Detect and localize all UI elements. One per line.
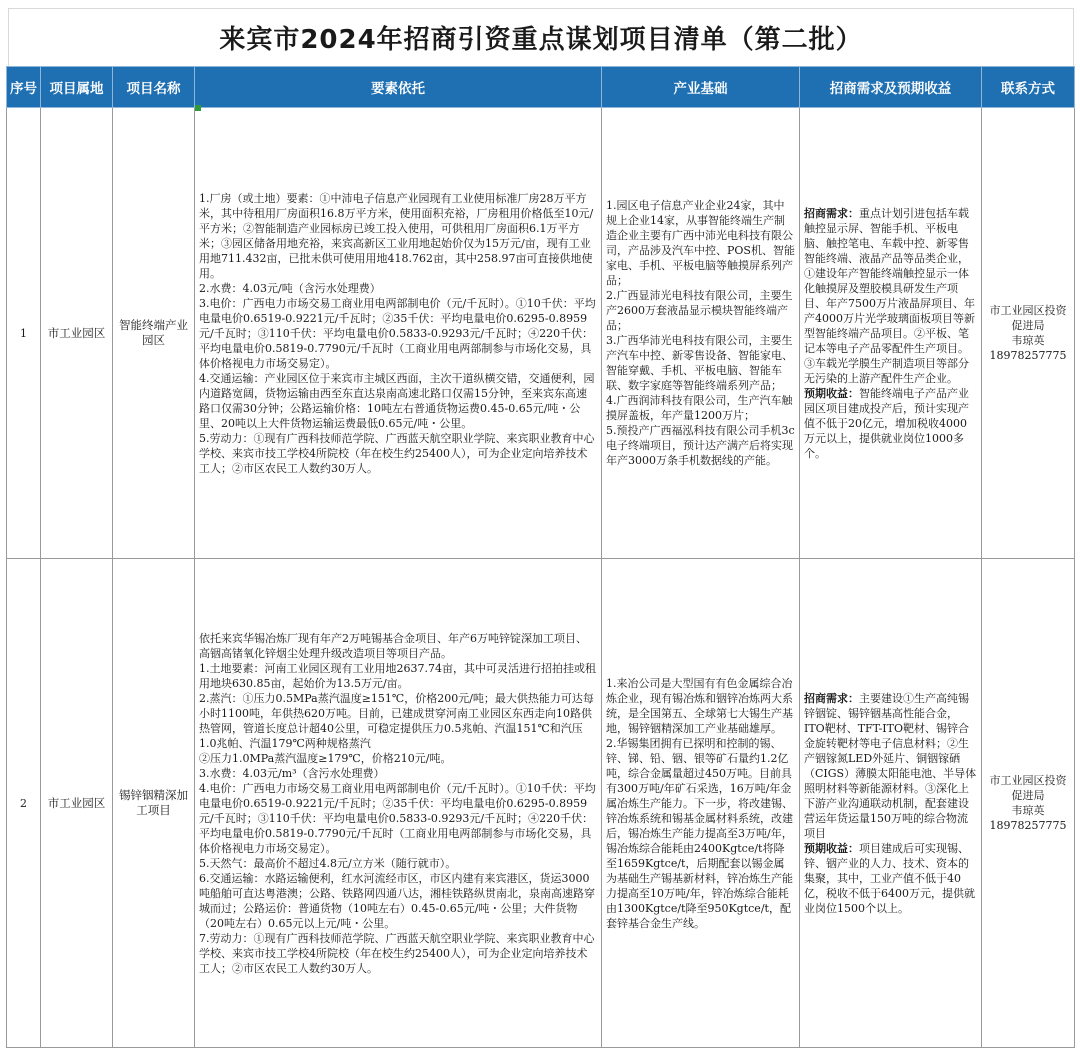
contact-phone: 18978257775 <box>989 819 1067 832</box>
demand-label: 招商需求： <box>804 206 859 220</box>
row-factors: 依托来宾华锡冶炼厂现有年产2万吨锡基合金项目、年产6万吨锌锭深加工项目、高铟高锗氧化锌烟尘处理升级改造项目等项目产品。 1.土地要素：河南工业园区现有工业用地2637.74亩，其中可灵活进行招拍挂或租用地块630.85亩，起始价为13.5万元/亩。 2.蒸汽：①压力0.5MPa蒸汽温度≥151℃，价格200元/吨；最大供热能力可达每小时1100吨，年供热620万吨。目前，已建成贯穿河南工业园区东西走向10路供热管网，管道长度总计超40公里，可稳定提供压力0.5兆帕、汽温151℃和汽压1.0兆帕、汽温179℃两种规格蒸汽 ②压力1.0MPa蒸汽温度≥179℃，价格210元/吨。 3.水费：4.03元/m³（含污水处理费） 4.电价：广西电力市场交易工商业用电两部制电价（元/千瓦时）。①10千伏：平均电量电价0.6519-0.9221元/千瓦时；②35千伏：平均电量电价0.6295-0.8959元/千瓦时；③110千伏：平均电量电价0.5833-0.9293元/千瓦时；④220千伏：平均电量电价0.5819-0.7790元/千瓦时（工商业用电两部制参与市场化交易，具体价格视电力市场交易定）。 5.天然气：最高价不超过4.8元/立方米（随行就市）。 6.交通运输：水路运输便利，红水河流经市区，市区内建有来宾港区，货运3000吨船舶可直达粤港澳；公路、铁路网四通八达，湘桂铁路纵贯南北，泉南高速路穿城而过；公路运价：普通货物（10吨左右）0.45-0.65元/吨・公里；大件货物（20吨左右）0.65元以上元/吨・公里。 7.劳动力：①现有广西科技师范学院、广西蓝天航空职业学院、来宾职业教育中心学校、来宾市技工学校4所院校（年在校生约25400人），可为企业定向培养技术工人；②市区农民工人数约30万人。 <box>199 631 596 975</box>
row-location: 市工业园区 <box>41 108 113 559</box>
contact-phone: 18978257775 <box>989 349 1067 362</box>
contact-person: 韦琼英 <box>1011 334 1045 347</box>
project-table <box>6 66 1075 1048</box>
header-name: 项目名称 <box>113 67 195 108</box>
header-contact: 联系方式 <box>982 67 1075 108</box>
demand-text: 重点计划引进包括车载触控显示屏、智能手机、平板电脑、触控笔电、车载中控、新零售智能终端、液晶产品等品类企业，①建设年产智能终端触控显示一体化触摸屏及塑胶模具研发生产项目、年产7500万片液晶屏项目、年产4000万片光学玻璃面板项目等新型智能终端产品项目。②平板、笔记本等电子产品零配件生产项目。③车载光学膜生产制造项目等部分无污染的上游产配件生产企业。 <box>804 206 975 385</box>
row-factors: 1.厂房（或土地）要素：①中沛电子信息产业园现有工业使用标准厂房28万平方米，其中待租用厂房面积16.8万平方米，使用面积充裕，厂房租用价格低至10元/平方米；②智能制造产业园标房已竣工投入使用，可供租用厂房面积6.1万平方米；③园区储备用地充裕，来宾高新区工业用地起始价仅为15万元/亩，现有工业用地711.432亩，已批未供可使用用地418.762亩，其中258.97亩可直接供地使用。 2.水费：4.03元/吨（含污水处理费） 3.电价：广西电力市场交易工商业用电两部制电价（元/千瓦时）。①10千伏：平均电量电价0.6519-0.9221元/千瓦时；②35千伏：平均电量电价0.6295-0.8959元/千瓦时；③110千伏：平均电量电价0.5833-0.9293元/千瓦时；④220千伏：平均电量电价0.5819-0.7790元/千瓦时（工商业用电两部制参与市场化交易，具体价格视电力市场交易定）。 4.交通运输：产业园区位于来宾市主城区西面，主次干道纵横交错，交通便利，园内道路宽阔，货物运输由西至东直达泉南高速北路口仅需15分钟，至来宾东高速路口仅需30分钟；公路运输价格：10吨左右普通货物运费0.45-0.65元/吨・公里、20吨以上大件货物运输运费最低0.65元/吨・公里。 5.劳动力：①现有广西科技师范学院、广西蓝天航空职业学院、来宾职业教育中心学校、来宾市技工学校4所院校（年在校生约25400人），可为企业定向培养技术工人；②市区农民工人数约30万人。 <box>199 191 596 475</box>
row-contact-cell <box>982 559 1075 1048</box>
table-row <box>7 108 1075 559</box>
benefit-text: 智能终端电子产品产业园区项目建成投产后，预计实现产值不低于20亿元，增加税收4000万元以上，提供就业岗位1000多个。 <box>804 386 969 460</box>
row-demand-cell <box>800 559 982 1048</box>
row-location: 市工业园区 <box>41 559 113 1048</box>
table-row <box>7 559 1075 1048</box>
row-demand-cell <box>800 108 982 559</box>
row-contact-cell <box>982 108 1075 559</box>
benefit-label: 预期收益： <box>804 386 859 400</box>
header-demand: 招商需求及预期收益 <box>800 67 982 108</box>
header-industry: 产业基础 <box>602 67 800 108</box>
header-index: 序号 <box>7 67 41 108</box>
header-factors: 要素依托 <box>195 67 602 108</box>
row-project-name: 智能终端产业园区 <box>113 108 195 559</box>
contact-person: 韦琼英 <box>1011 804 1045 817</box>
row-factors-cell <box>195 108 602 559</box>
contact-org: 市工业园区投资促进局 <box>989 774 1067 802</box>
page-title: 来宾市2024年招商引资重点谋划项目清单（第二批） <box>8 8 1074 67</box>
row-industry-cell <box>602 559 800 1048</box>
demand-label: 招商需求： <box>804 691 859 705</box>
benefit-text: 项目建成后可实现锡、锌、铟产业的人力、技术、资本的集聚，其中，工业产值不低于40亿，税收不低于6400万元，提供就业岗位1500个以上。 <box>804 841 975 915</box>
row-factors-cell <box>195 559 602 1048</box>
header-row <box>7 67 1075 108</box>
row-industry: 1.园区电子信息产业企业24家，其中规上企业14家，从事智能终端生产制造企业主要有广西中沛光电科技有限公司，产品涉及汽车中控、POS机、智能家电、手机、平板电脑等触摸屏系列产品； 2.广西显沛光电科技有限公司，主要生产2600万套液晶显示模块智能终端产品； 3.广西华沛光电科技有限公司，主要生产汽车中控、新零售设备、智能家电、智能穿戴、手机、平板电脑、智能车联、数字家庭等智能终端系列产品； 4.广西润沛科技有限公司，生产汽车触摸屏盖板，年产量1200万片； 5.预投产广西福泓科技有限公司手机3c电子终端项目，预计达产满产后将实现年产3000万条手机数据线的产能。 <box>606 199 795 467</box>
contact-org: 市工业园区投资促进局 <box>989 304 1067 332</box>
benefit-label: 预期收益： <box>804 841 859 855</box>
header-location: 项目属地 <box>41 67 113 108</box>
row-industry: 1.来冶公司是大型国有有色金属综合冶炼企业，现有锡冶炼和铟锌冶炼两大系统，是全国第五、全球第七大锡生产基地，锡锌铟精深加工产业基础雄厚。 2.华锡集团拥有已探明和控制的锡、锌、锑、铅、铟、银等矿石量约1.2亿吨，综合金属量超过450万吨。目前具有300万吨/年矿石采选，16万吨/年金属冶炼生产能力。下一步，将改建锡、锌冶炼系统和锡基金属材料系统，改建后，锡冶炼生产能力提高至3万吨/年，锡冶炼综合能耗由2400Kgtce/t将降至1659Kgtce/t，后期配套以锡金属为基础生产锡基新材料，锌冶炼生产能力提高至10万吨/年，锌冶炼综合能耗由1300Kgtce/t降至950Kgtce/t，配套锌基合金生产线。 <box>606 676 793 930</box>
demand-text: 主要建设①生产高纯锡锌铟锭、锡锌铟基高性能合金，ITO靶材、TFT-ITO靶材、锡锌合金旋转靶材等电子信息材料；②生产铟镓氮LED外延片、铜铟镓硒（CIGS）薄膜太阳能电池、半导体照明材料等新能源材料。③深化上下游产业沟通联动机制，配套建设营运年货运量150万吨的综合物流项目 <box>804 691 977 840</box>
row-index: 1 <box>7 108 41 559</box>
row-index: 2 <box>7 559 41 1048</box>
cell-selection-handle[interactable] <box>195 105 201 111</box>
row-industry-cell <box>602 108 800 559</box>
row-project-name: 锡锌铟精深加工项目 <box>113 559 195 1048</box>
